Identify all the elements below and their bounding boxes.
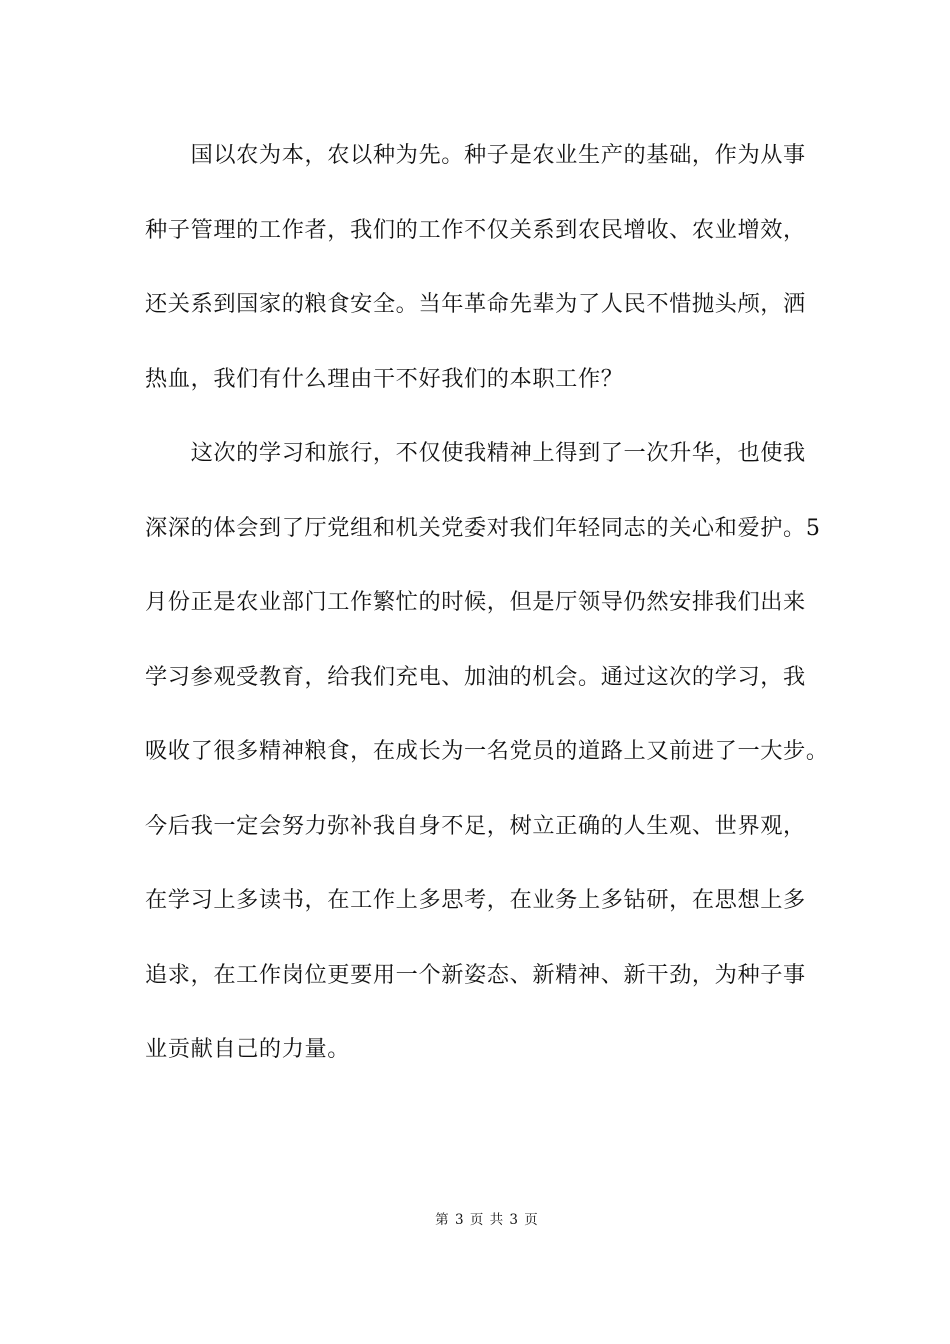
text-line: 种子管理的工作者，我们的工作不仅关系到农民增收、农业增效， xyxy=(145,216,806,243)
text-line: 月份正是农业部门工作繁忙的时候，但是厅领导仍然安排我们出来 xyxy=(145,589,806,615)
text-line: 追求，在工作岗位更要用一个新姿态、新精神、新干劲，为种子事 xyxy=(145,961,806,988)
text-line: 深深的体会到了厅党组和机关党委对我们年轻同志的关心和爱护。5 xyxy=(145,514,821,541)
body-text xyxy=(145,131,829,1100)
page-number-footer: 第 3 页 共 3 页 xyxy=(435,1212,539,1228)
text-line: 在学习上多读书，在工作上多思考，在业务上多钻研，在思想上多 xyxy=(145,887,806,913)
text-line: 这次的学习和旅行，不仅使我精神上得到了一次升华，也使我 xyxy=(145,440,806,466)
text-line: 今后我一定会努力弥补我自身不足，树立正确的人生观、世界观， xyxy=(145,812,806,839)
text-line: 学习参观受教育，给我们充电、加油的机会。通过这次的学习，我 xyxy=(145,663,806,690)
text-line: 还关系到国家的粮食安全。当年革命先辈为了人民不惜抛头颅，洒 xyxy=(145,291,806,317)
text-line: 国以农为本，农以种为先。种子是农业生产的基础，作为从事 xyxy=(145,142,806,168)
text-line: 吸收了很多精神粮食，在成长为一名党员的道路上又前进了一大步。 xyxy=(145,738,829,764)
text-line: 业贡献自己的力量。 xyxy=(145,1036,351,1062)
text-line: 热血，我们有什么理由干不好我们的本职工作？ xyxy=(145,365,624,392)
